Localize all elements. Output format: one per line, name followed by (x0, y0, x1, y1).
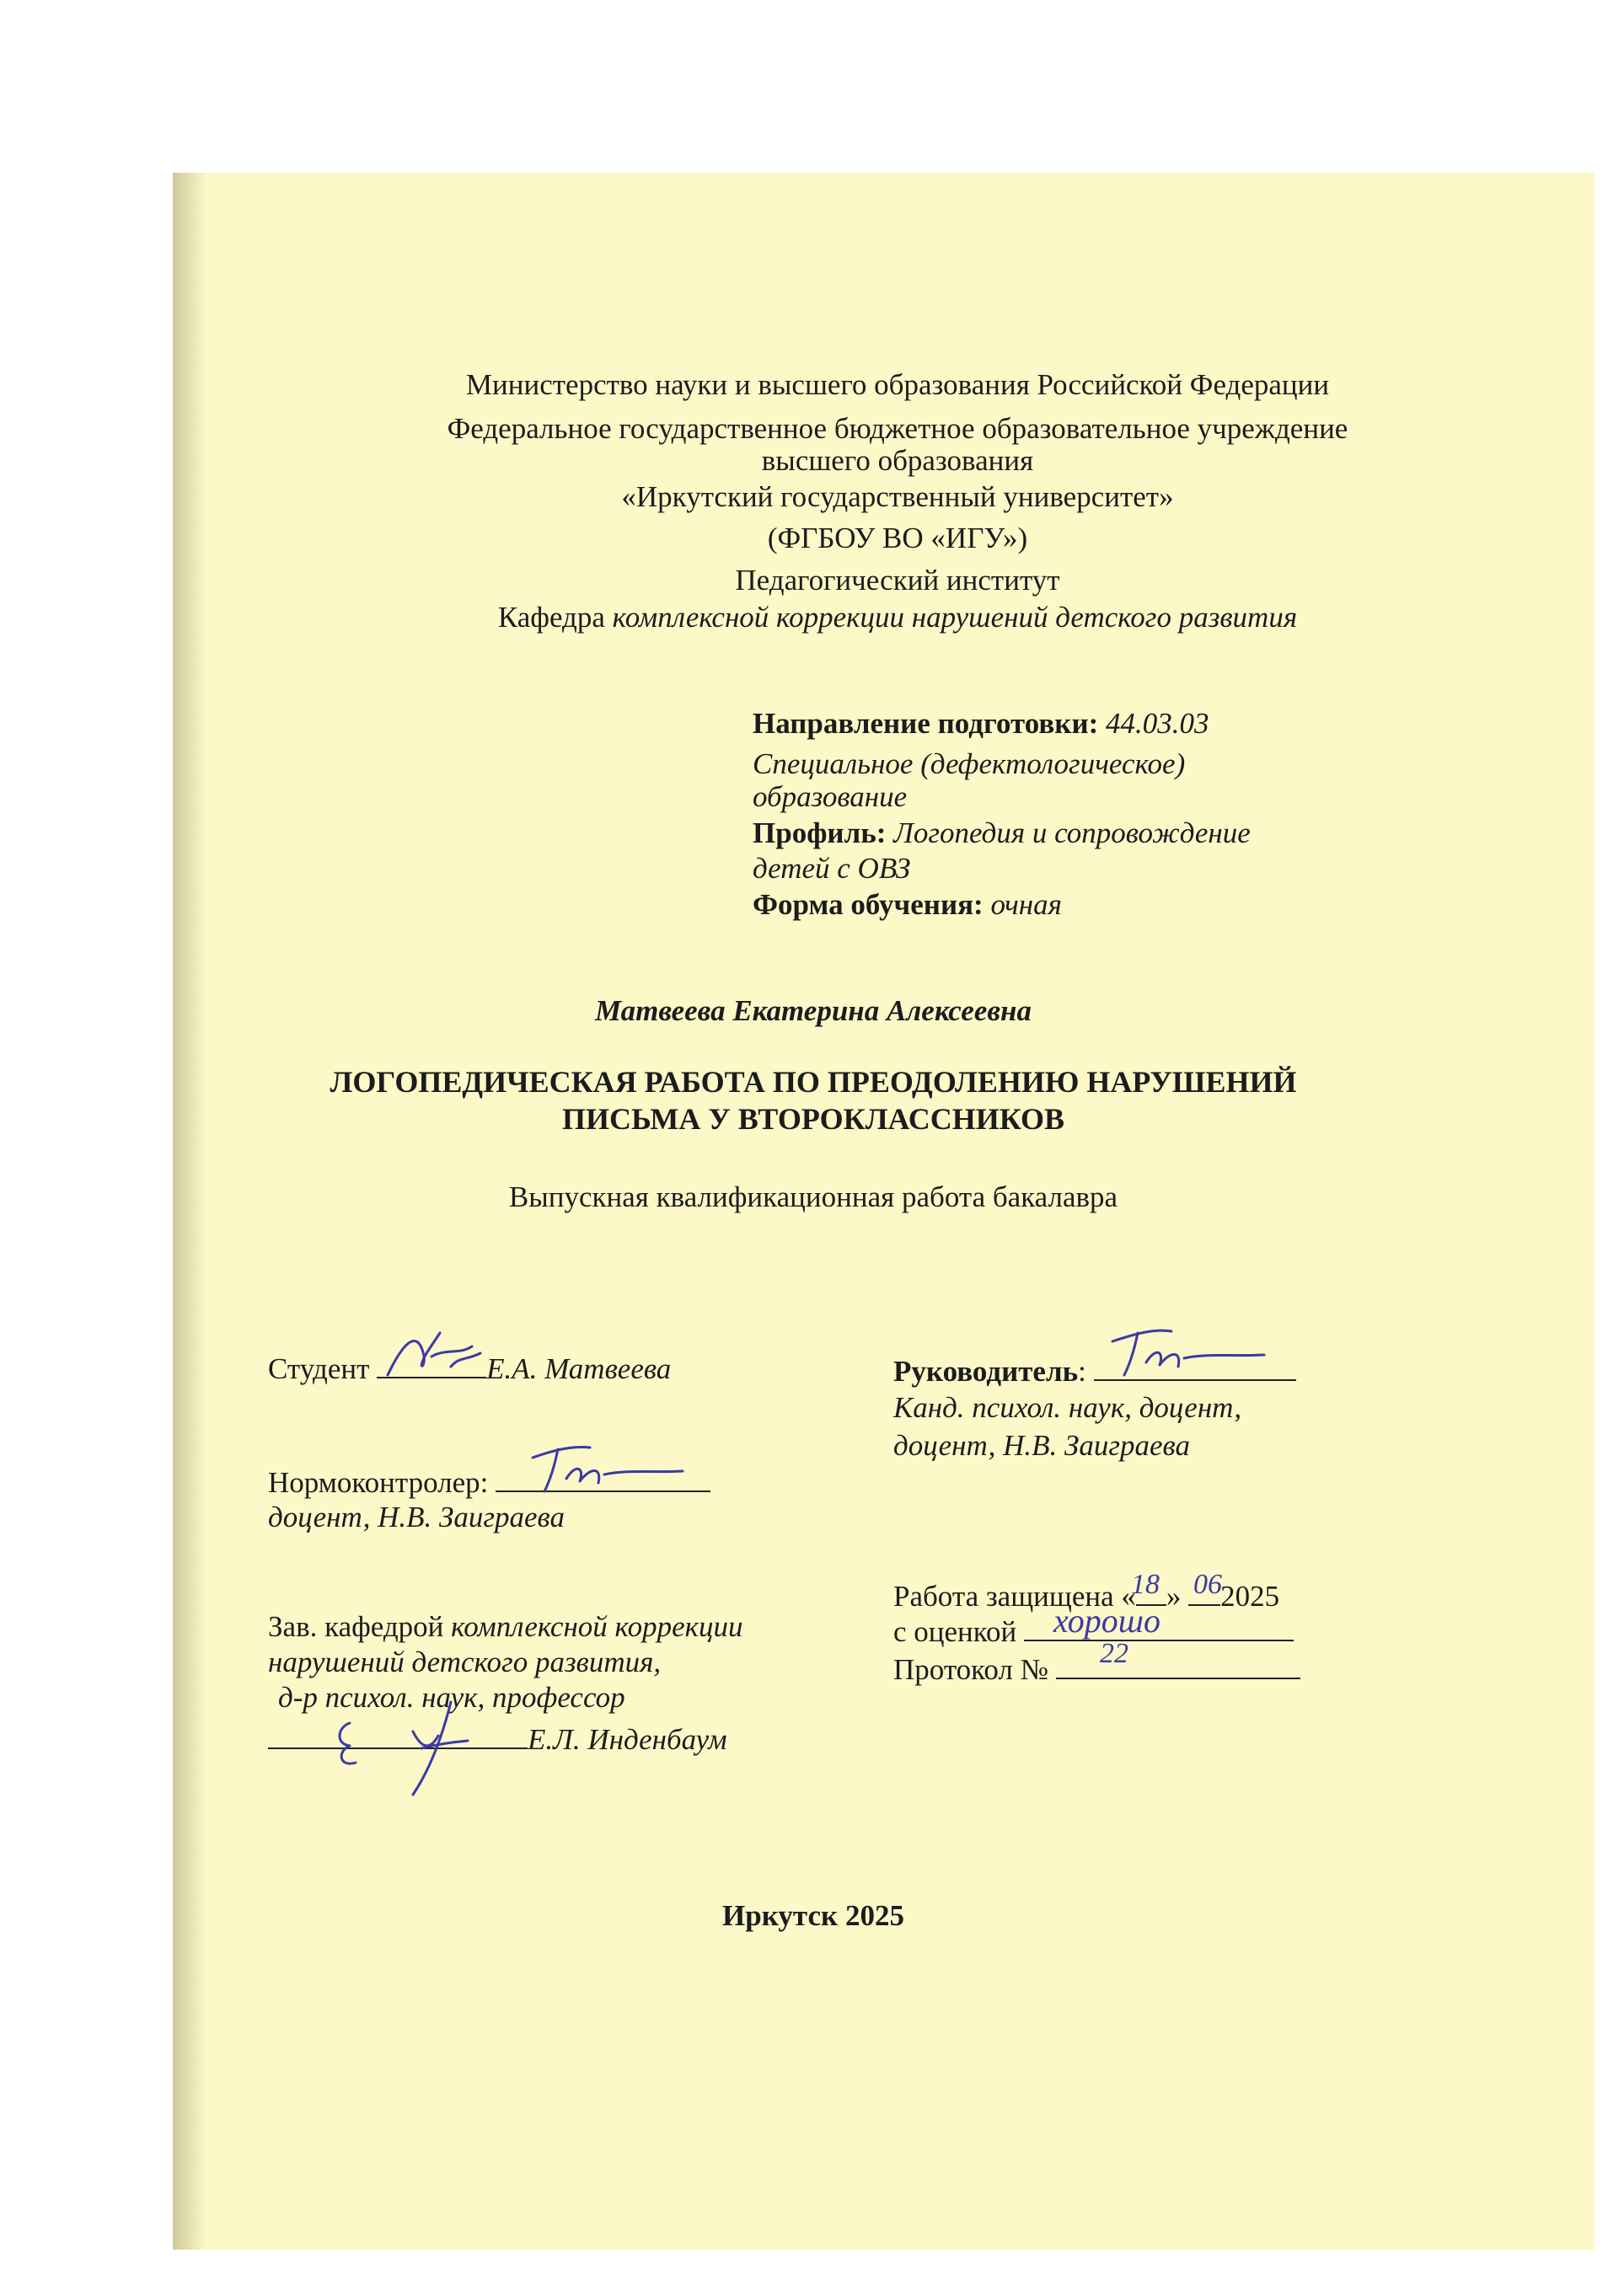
supervisor-signature (1104, 1316, 1273, 1383)
work-type: Выпускная квалификационная работа бакалавра (508, 1180, 1118, 1213)
grade-value: хорошо (1053, 1602, 1160, 1640)
profile-label: Профиль: (753, 816, 887, 849)
department-name: комплексной коррекции нарушений детского развития (612, 601, 1298, 634)
protocol-number-line (1056, 1649, 1300, 1679)
norm-controller-label: Нормоконтролер: (268, 1466, 496, 1499)
protocol-label: Протокол № (893, 1653, 1056, 1686)
student-label: Студент (268, 1352, 378, 1385)
study-form-label: Форма обучения: (753, 888, 984, 921)
direction-code: 44.03.03 (1106, 707, 1209, 740)
defense-month: 06 (1193, 1569, 1222, 1600)
defense-day: 18 (1131, 1569, 1160, 1600)
norm-controller-name: доцент, Н.В. Заиграева (268, 1501, 565, 1533)
head-label: Зав. кафедрой (268, 1610, 452, 1643)
university-name: «Иркутский государственный университет» (621, 480, 1174, 513)
thesis-title-line-2: ПИСЬМА У ВТОРОКЛАССНИКОВ (562, 1102, 1064, 1136)
direction-line (753, 706, 1209, 741)
ministry-line: Министерство науки и высшего образования Российской Федерации (465, 368, 1330, 401)
direction-name-2: образование (753, 780, 908, 813)
author-name: Матвеева Екатерина Алексеевна (595, 994, 1032, 1027)
defense-mid: » (1166, 1580, 1189, 1613)
defense-prefix: Работа защищена « (893, 1580, 1136, 1613)
supervisor-line: Руководитель: (893, 1351, 1296, 1389)
head-name: Е.Л. Инденбаум (528, 1723, 727, 1756)
direction-label: Направление подготовки: (753, 707, 1099, 740)
supervisor-label: Руководитель (893, 1355, 1079, 1388)
department-line (308, 600, 1487, 635)
profile-line (753, 816, 1251, 851)
institute-name: Педагогический институт (735, 564, 1060, 597)
supervisor-title-1: Канд. психол. наук, доцент, (893, 1391, 1242, 1424)
university-abbr: (ФГБОУ ВО «ИГУ») (767, 522, 1028, 554)
grade-label: с оценкой (893, 1615, 1024, 1648)
protocol-line (893, 1649, 1300, 1688)
head-signature (303, 1685, 506, 1803)
study-form-value: очная (990, 888, 1062, 921)
institution-line-2: высшего образования (761, 444, 1034, 477)
city-year: Иркутск 2025 (722, 1899, 904, 1932)
head-dept-1: комплексной коррекции (451, 1610, 743, 1643)
supervisor-title-2: доцент, Н.В. Заиграева (893, 1429, 1190, 1462)
student-name: Е.А. Матвеева (486, 1352, 672, 1385)
head-degree: д-р психол. наук, профессор (278, 1681, 625, 1714)
head-line-1 (268, 1609, 743, 1645)
department-label: Кафедра (497, 601, 613, 634)
study-form-line (753, 887, 1062, 923)
protocol-number: 22 (1100, 1638, 1128, 1669)
head-dept-2: нарушений детского развития, (268, 1646, 662, 1678)
profile-value-2: детей с ОВЗ (753, 852, 911, 885)
defense-year: 2025 (1220, 1580, 1280, 1613)
thesis-title-line-1: ЛОГОПЕДИЧЕСКАЯ РАБОТА ПО ПРЕОДОЛЕНИЮ НАРУШЕНИЙ (330, 1065, 1297, 1099)
profile-value-1: Логопедия и сопровождение (893, 816, 1251, 849)
norm-controller-signature (523, 1432, 691, 1500)
institution-line: Федеральное государственное бюджетное образовательное учреждение (447, 412, 1348, 445)
student-signature (379, 1323, 497, 1390)
direction-name-1: Специальное (дефектологическое) (753, 747, 1186, 780)
page-edge-shadow (173, 173, 206, 2250)
